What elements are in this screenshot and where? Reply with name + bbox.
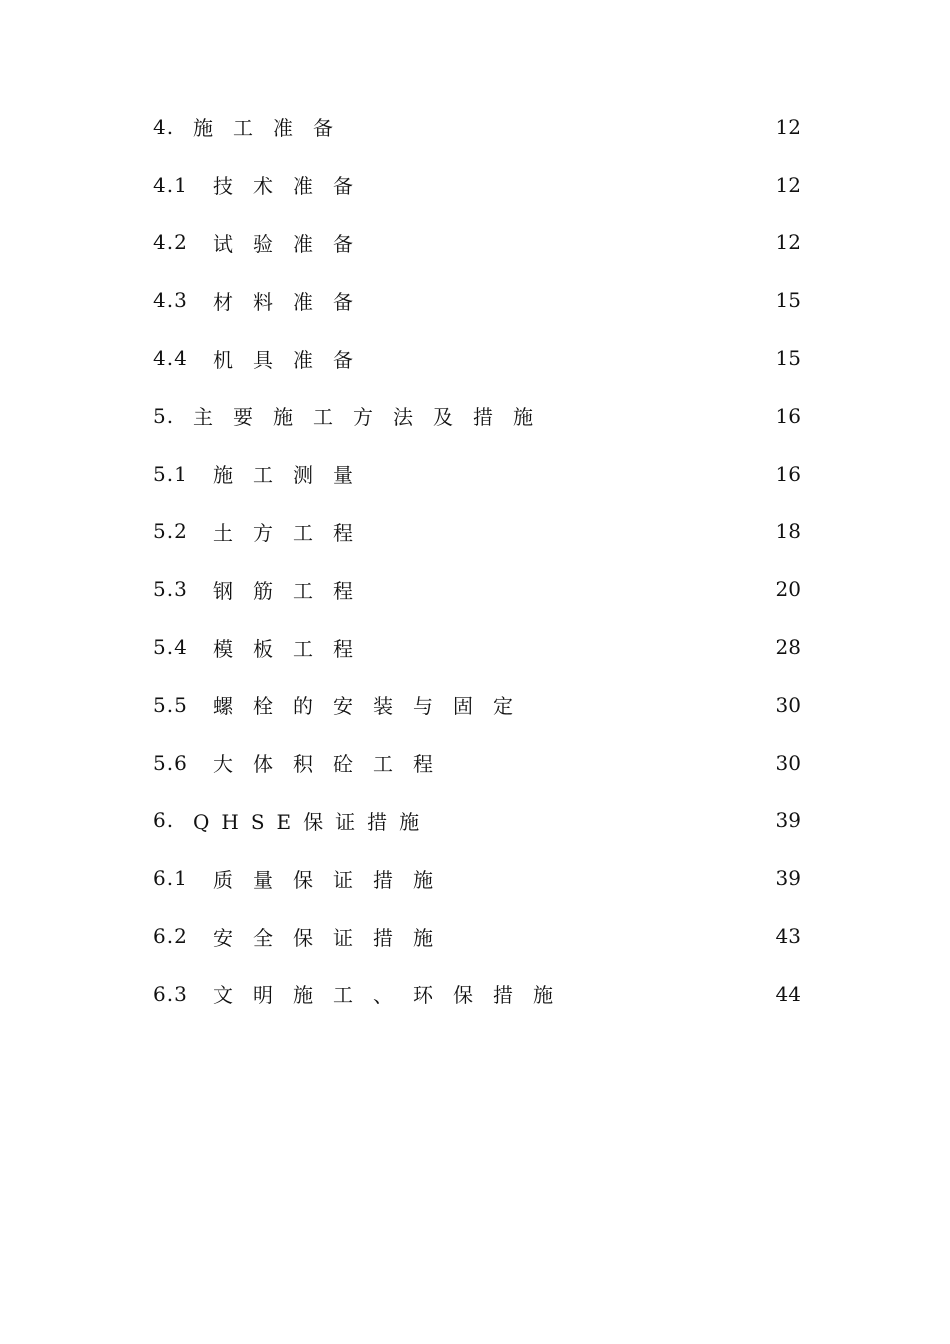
toc-entry-title: 钢筋工程 <box>213 578 373 603</box>
toc-entry-4-1[interactable] <box>153 156 801 214</box>
toc-entry-number: 4.4 <box>153 346 188 371</box>
toc-entry-6-3[interactable] <box>153 965 801 1023</box>
toc-entry-title: 土方工程 <box>213 520 373 545</box>
toc-entry-page: 15 <box>775 346 801 371</box>
toc-entry-number: 4.3 <box>153 288 188 313</box>
toc-entry-number: 5.3 <box>153 577 188 602</box>
toc-entry-5-2[interactable] <box>153 503 801 561</box>
toc-entry-number: 5.5 <box>153 692 188 717</box>
toc-entry-page: 15 <box>775 288 801 313</box>
toc-entry-page: 20 <box>775 577 801 602</box>
toc-entry-page: 16 <box>775 403 801 428</box>
toc-entry-4-3[interactable] <box>153 271 801 329</box>
toc-entry-title: 试验准备 <box>213 231 373 256</box>
toc-entry-page: 12 <box>775 230 801 255</box>
toc-entry-title: 机具准备 <box>213 347 373 372</box>
toc-entry-page: 12 <box>775 172 801 197</box>
toc-entry-number: 6.2 <box>153 924 188 949</box>
toc-entry-page: 39 <box>775 808 801 833</box>
toc-entry-page: 39 <box>775 866 801 891</box>
toc-entry-page: 16 <box>775 461 801 486</box>
toc-entry-left <box>153 459 373 488</box>
toc-entry-number: 5.2 <box>153 519 188 544</box>
toc-entry-title: 施工准备 <box>193 116 353 141</box>
toc-entry-5-1[interactable] <box>153 445 801 503</box>
toc-entry-left <box>153 864 453 893</box>
toc-entry-4[interactable] <box>153 98 801 156</box>
toc-entry-6-1[interactable] <box>153 849 801 907</box>
toc-entry-left <box>153 922 453 951</box>
toc-entry-number: 5.4 <box>153 635 188 660</box>
toc-entry-left <box>153 286 373 315</box>
toc-entry-number: 6.3 <box>153 981 188 1006</box>
toc-entry-5-4[interactable] <box>153 618 801 676</box>
toc-entry-title: 螺栓的安装与固定 <box>213 694 533 719</box>
toc-entry-left <box>153 344 373 373</box>
toc-entry-number: 5.1 <box>153 461 188 486</box>
toc-entry-title: 主要施工方法及措施 <box>193 405 553 430</box>
toc-entry-page: 43 <box>775 924 801 949</box>
toc-entry-title: 材料准备 <box>213 289 373 314</box>
toc-entry-6[interactable] <box>153 792 801 850</box>
toc-entry-page: 18 <box>775 519 801 544</box>
toc-entry-title: 质量保证措施 <box>213 867 453 892</box>
toc-entry-title: 施工测量 <box>213 463 373 488</box>
toc-entry-left <box>153 806 431 835</box>
toc-entry-5[interactable] <box>153 387 801 445</box>
toc-entry-left <box>153 112 353 141</box>
toc-entry-number: 5.6 <box>153 750 188 775</box>
toc-entry-left <box>153 979 573 1008</box>
toc-entry-left <box>153 401 553 430</box>
toc-entry-page: 12 <box>775 114 801 139</box>
toc-entry-page: 28 <box>775 635 801 660</box>
toc-entry-5-5[interactable] <box>153 676 801 734</box>
toc-entry-5-3[interactable] <box>153 560 801 618</box>
toc-entry-left <box>153 228 373 257</box>
toc-entry-number: 6.1 <box>153 866 188 891</box>
toc-entry-number: 5. <box>153 403 175 428</box>
toc-entry-4-2[interactable] <box>153 214 801 272</box>
toc-entry-title: 文明施工、环保措施 <box>213 983 573 1008</box>
toc-entry-page: 44 <box>775 981 801 1006</box>
toc-entry-page: 30 <box>775 692 801 717</box>
toc-entry-number: 4. <box>153 114 175 139</box>
toc-entry-title: 大体积砼工程 <box>213 752 453 777</box>
toc-entry-5-6[interactable] <box>153 734 801 792</box>
toc-entry-page: 30 <box>775 750 801 775</box>
toc-entry-left <box>153 170 373 199</box>
toc-entry-title: 安全保证措施 <box>213 925 453 950</box>
toc-entry-left <box>153 690 533 719</box>
toc-entry-number: 4.2 <box>153 230 188 255</box>
toc-entry-6-2[interactable] <box>153 907 801 965</box>
toc-entry-title: 模板工程 <box>213 636 373 661</box>
table-of-contents <box>153 98 801 1023</box>
toc-entry-left <box>153 575 373 604</box>
toc-entry-left <box>153 633 373 662</box>
toc-entry-title: 技术准备 <box>213 174 373 199</box>
toc-entry-left <box>153 517 373 546</box>
toc-entry-title: QHSE保证措施 <box>193 809 432 834</box>
toc-entry-4-4[interactable] <box>153 329 801 387</box>
toc-entry-number: 4.1 <box>153 172 188 197</box>
toc-entry-left <box>153 748 453 777</box>
toc-entry-number: 6. <box>153 808 175 833</box>
